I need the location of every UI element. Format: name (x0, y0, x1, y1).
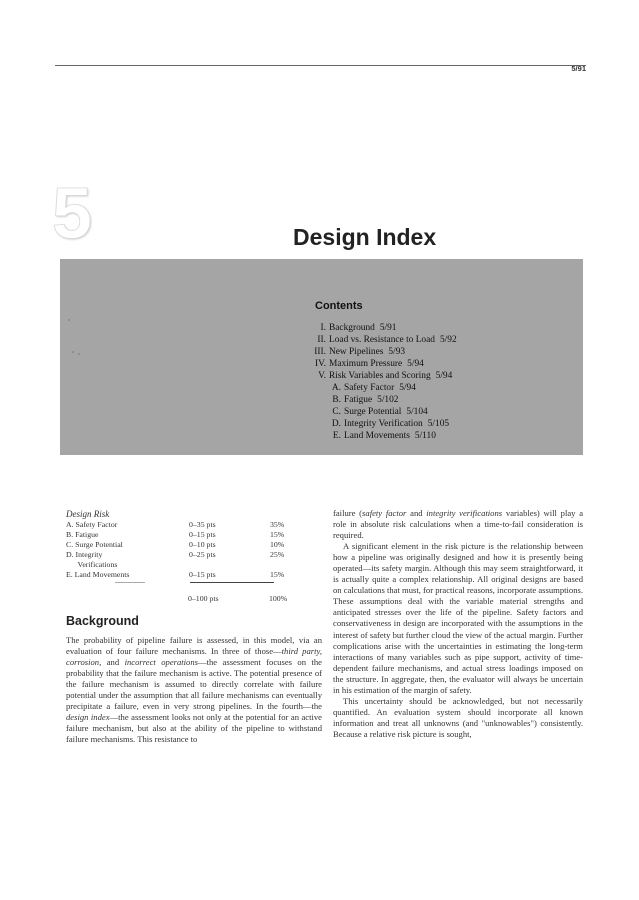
toc-item-page: 5/91 (379, 323, 397, 333)
risk-points: 0–15 pts (189, 570, 216, 579)
risk-points: 0–10 pts (189, 540, 216, 549)
paragraph (66, 635, 322, 745)
risk-label: B. Fatigue (66, 530, 99, 539)
emphasis: safety factor (362, 508, 407, 518)
toc-item-number: III. (314, 347, 326, 357)
risk-percent: 15% (270, 570, 285, 579)
risk-percent: 15% (270, 530, 285, 539)
text-run: —the assessment focuses on the probability that the failure mechanism is active. The potential presence of the failure mechanism is assumed to directly correlate with failure potential under the assumption that all failure mechanisms can eventually precipitate a failure, even in very strong pipelines. In the fourth—the (66, 657, 322, 712)
table-divider (190, 582, 274, 583)
toc-item-number: C. (332, 407, 341, 417)
toc-item-page: 5/104 (406, 407, 428, 417)
emphasis: design index (66, 712, 110, 723)
toc-item-label: Fatigue (344, 395, 373, 405)
risk-points: 0–25 pts (189, 550, 216, 559)
risk-total-percent: 100% (269, 594, 288, 603)
toc-item-number: E. (332, 431, 341, 441)
toc-subitem[interactable] (314, 394, 457, 406)
toc-item-label: Load vs. Resistance to Load (329, 335, 435, 345)
header-rule (55, 65, 586, 66)
toc-item-number: D. (331, 419, 341, 429)
toc-item-page: 5/94 (435, 371, 453, 381)
speck-decoration (72, 351, 74, 353)
table-of-contents (314, 322, 457, 442)
table-divider (115, 582, 145, 583)
toc-item-label: Integrity Verification (344, 419, 423, 429)
text-run: failure ( (333, 508, 363, 518)
toc-item-page: 5/105 (427, 419, 450, 429)
speck-decoration (68, 319, 70, 321)
design-risk-title: Design Risk (66, 509, 110, 519)
toc-item-label: Safety Factor (344, 383, 395, 393)
toc-item-number: IV. (314, 359, 326, 369)
risk-total-row (66, 594, 326, 604)
risk-total-points: 0–100 pts (188, 594, 219, 603)
toc-item-page: 5/94 (407, 359, 424, 369)
emphasis: incorrect operations (124, 657, 198, 668)
toc-item-page: 5/110 (414, 431, 436, 441)
body-column-right (333, 508, 583, 740)
risk-points: 0–35 pts (189, 520, 216, 529)
text-run: The probability of pipeline failure is assessed, in this model, via an evaluation of four failure mechanisms. In three of those— (66, 635, 322, 657)
risk-label: Verifications (66, 560, 118, 569)
toc-item-number: B. (332, 395, 341, 405)
toc-item[interactable] (314, 358, 457, 370)
chapter-title: Design Index (293, 224, 437, 250)
risk-percent: 25% (270, 550, 285, 559)
toc-item-label: New Pipelines (329, 347, 384, 357)
toc-item-page: 5/93 (388, 347, 406, 357)
chapter-number: 5 (52, 174, 93, 254)
risk-label: E. Land Movements (66, 570, 130, 579)
toc-item-page: 5/102 (377, 395, 399, 405)
contents-title: Contents (315, 300, 363, 312)
toc-item-number: A. (331, 383, 341, 393)
toc-item[interactable] (314, 322, 457, 334)
risk-points: 0–15 pts (189, 530, 216, 539)
section-heading: Background (66, 614, 139, 628)
toc-item-number: II. (317, 335, 326, 345)
emphasis: third party, corrosion, (66, 646, 322, 668)
speck-decoration (78, 353, 80, 355)
paragraph (333, 508, 583, 541)
toc-item-number: V. (318, 371, 326, 381)
paragraph: A significant element in the risk picture is the relationship between how a pipeline was originally designed and how it is presently being operated—its safety margin. Although this may seem straightforward, it is actually quite a complex relationship. All original designs are based on calculations that must, for practical reasons, incorporate assumptions. These assumptions deal with the variable material strengths and anticipated stresses over the life of the pipeline. Safety factors and conservativeness in design are incorporated with the assumptions in the interest of safety but further cloud the view of the actual margin. Further complications arise with the uncertainties in estimating the long-term interactions of many variables such as pipe support, activity of time-dependent failure mechanisms, and actual stress loadings imposed on the structure. In aggregate, then, the evaluator will always be uncertain in his estimation of the margin of safety. (333, 541, 583, 695)
toc-item[interactable] (314, 370, 457, 382)
toc-item-label: Surge Potential (344, 407, 402, 417)
risk-label: A. Safety Factor (66, 520, 118, 529)
body-column-left (66, 635, 322, 745)
toc-item-label: Risk Variables and Scoring (329, 371, 431, 381)
page-number: 5/91 (571, 64, 586, 73)
toc-item-label: Maximum Pressure (329, 359, 403, 369)
text-run: —the assessment looks not only at the potential for an active failure mechanism, but also at the ability of the pipeline to withstand failure mechanisms. This resistance to (66, 712, 322, 745)
text-run: and (406, 508, 427, 518)
risk-label: D. Integrity (66, 550, 103, 559)
toc-item-label: Land Movements (344, 431, 410, 441)
risk-label: C. Surge Potential (66, 540, 123, 549)
toc-subitem[interactable] (314, 382, 457, 394)
risk-percent: 10% (270, 540, 285, 549)
toc-item-page: 5/92 (439, 335, 457, 345)
toc-item-page: 5/94 (399, 383, 416, 393)
text-run: and (101, 657, 125, 668)
toc-subitem[interactable] (314, 418, 457, 430)
emphasis: integrity verifications (426, 508, 503, 518)
toc-item-number: I. (320, 323, 326, 333)
toc-subitem[interactable] (314, 430, 457, 442)
paragraph: This uncertainty should be acknowledged, but not necessarily quantified. An evaluation system should incorporate all known information and treat all unknowns (and "unknowables") consistently. Because a relative risk picture is sought, (333, 695, 583, 739)
text-run: variables) will play a role in absolute risk calculations when a time-to-fail consideration is required. (333, 508, 584, 541)
risk-percent: 35% (270, 520, 285, 529)
toc-subitem[interactable] (314, 406, 457, 418)
toc-item[interactable] (314, 346, 457, 358)
toc-item[interactable] (314, 334, 457, 346)
toc-item-label: Background (329, 323, 375, 333)
